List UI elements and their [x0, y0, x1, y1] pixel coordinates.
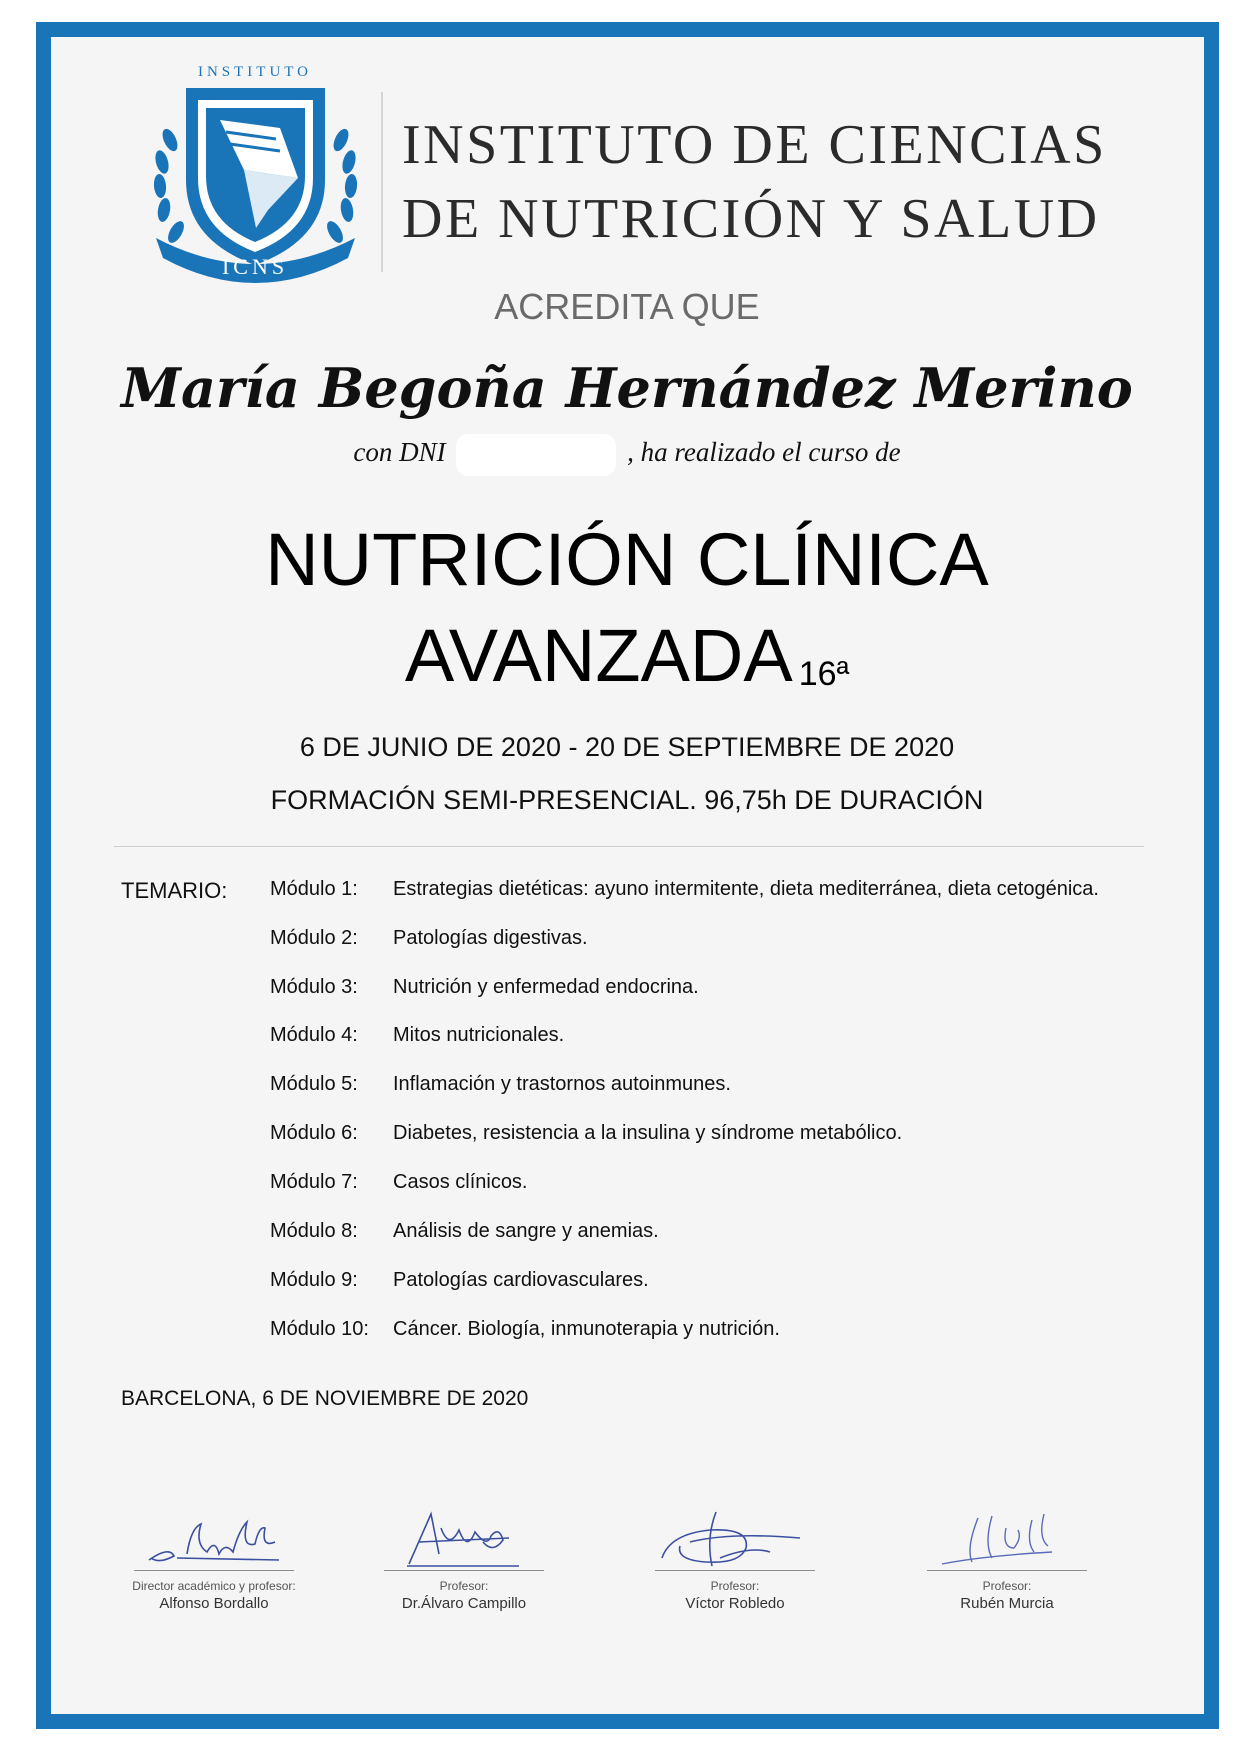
institute-name-line1: INSTITUTO DE CIENCIAS: [402, 114, 1107, 176]
module-row: [270, 1171, 528, 1194]
institute-name: [402, 108, 1107, 256]
signer-name: Rubén Murcia: [960, 1595, 1054, 1612]
signer-name: Dr.Álvaro Campillo: [401, 1595, 527, 1612]
module-title: Casos clínicos.: [393, 1171, 528, 1193]
module-number: Módulo 2:: [270, 927, 358, 949]
dni-redaction: [456, 434, 616, 476]
module-row: [270, 878, 1099, 901]
module-number: Módulo 1:: [270, 878, 358, 900]
dni-prefix: con DNI: [353, 437, 446, 468]
course-title-line1: NUTRICIÓN CLÍNICA: [265, 518, 989, 601]
module-title: Patologías digestivas.: [393, 927, 588, 949]
syllabus-label: TEMARIO:: [121, 878, 228, 903]
module-title: Nutrición y enfermedad endocrina.: [393, 976, 699, 998]
signature-block: [129, 1508, 299, 1612]
signature-line: [927, 1570, 1087, 1571]
signature-line: [655, 1570, 815, 1571]
module-row: [270, 1073, 731, 1096]
module-title: Mitos nutricionales.: [393, 1024, 565, 1046]
signature-line: [134, 1570, 294, 1571]
dni-suffix: , ha realizado el curso de: [627, 437, 901, 468]
module-row: [270, 1269, 649, 1292]
module-number: Módulo 3:: [270, 976, 358, 998]
course-format: FORMACIÓN SEMI-PRESENCIAL. 96,75h DE DURACIÓN: [270, 785, 984, 815]
svg-text:INSTITUTO: INSTITUTO: [197, 64, 313, 80]
module-title: Patologías cardiovasculares.: [393, 1269, 649, 1291]
dni-line: [0, 434, 1254, 476]
module-number: Módulo 5:: [270, 1073, 358, 1095]
signature-block: [379, 1508, 549, 1612]
signer-role: Profesor:: [982, 1579, 1032, 1593]
module-title: Estrategias dietéticas: ayuno intermitente, dieta mediterránea, dieta cetogénica.: [393, 878, 1099, 900]
module-row: [270, 927, 588, 950]
divider: [114, 846, 1144, 847]
module-number: Módulo 9:: [270, 1269, 358, 1291]
signature-block: [922, 1508, 1092, 1612]
course-title-line2-wrap: [0, 608, 1254, 722]
course-dates: 6 DE JUNIO DE 2020 - 20 DE SEPTIEMBRE DE 2020: [299, 732, 955, 762]
institute-logo: [148, 60, 363, 292]
module-title: Inflamación y trastornos autoinmunes.: [393, 1073, 731, 1095]
handwritten-signature: [650, 1508, 820, 1570]
course-title-line2: AVANZADA: [404, 614, 793, 697]
logo-separator: [381, 92, 383, 272]
module-row: [270, 1318, 780, 1341]
module-number: Módulo 10:: [270, 1318, 369, 1340]
handwritten-signature: [129, 1508, 299, 1570]
module-number: Módulo 8:: [270, 1220, 358, 1242]
module-number: Módulo 4:: [270, 1024, 358, 1046]
course-edition: 16ª: [798, 655, 850, 693]
module-number: Módulo 6:: [270, 1122, 358, 1144]
signer-name: Alfonso Bordallo: [159, 1595, 269, 1612]
signature-block: [650, 1508, 820, 1612]
module-row: [270, 1220, 659, 1243]
course-title: [0, 512, 1254, 722]
accredits-heading: ACREDITA QUE: [494, 286, 760, 327]
module-title: Análisis de sangre y anemias.: [393, 1220, 659, 1242]
signer-role: Director académico y profesor:: [132, 1579, 296, 1593]
signer-name: Víctor Robledo: [685, 1595, 785, 1612]
module-number: Módulo 7:: [270, 1171, 358, 1193]
module-title: Diabetes, resistencia a la insulina y síndrome metabólico.: [393, 1122, 903, 1144]
signer-role: Profesor:: [710, 1579, 760, 1593]
handwritten-signature: [922, 1508, 1092, 1570]
place-date: BARCELONA, 6 DE NOVIEMBRE DE 2020: [121, 1387, 529, 1410]
signature-line: [384, 1570, 544, 1571]
module-title: Cáncer. Biología, inmunoterapia y nutrición.: [393, 1318, 780, 1340]
recipient-name: María Begoña Hernández Merino: [121, 356, 1133, 420]
module-row: [270, 976, 699, 999]
svg-text:ICNS: ICNS: [221, 254, 289, 279]
module-row: [270, 1024, 564, 1047]
handwritten-signature: [379, 1508, 549, 1570]
institute-name-line2: DE NUTRICIÓN Y SALUD: [402, 188, 1100, 250]
signer-role: Profesor:: [439, 1579, 489, 1593]
module-row: [270, 1122, 902, 1145]
